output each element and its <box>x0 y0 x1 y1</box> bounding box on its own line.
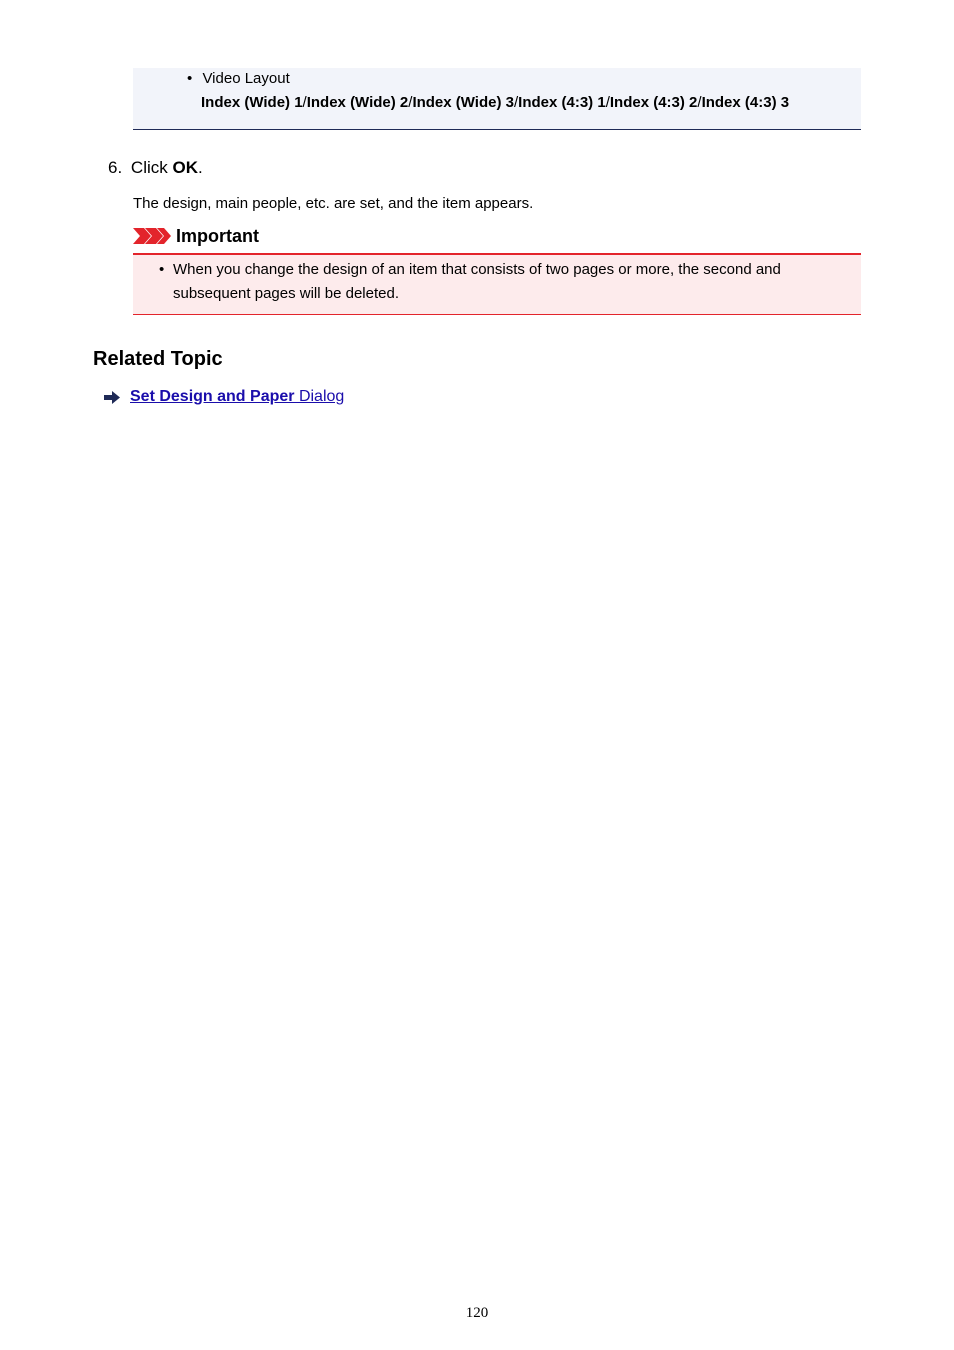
related-topic-title: Related Topic <box>93 348 223 370</box>
page-number: 120 <box>465 1305 489 1321</box>
step-number: 6. <box>108 158 123 177</box>
important-bullet: • <box>159 261 165 278</box>
separator: / <box>605 94 610 111</box>
option-3: Index (Wide) 3 <box>412 94 514 111</box>
option-6: Index (4:3) 3 <box>701 94 790 111</box>
link-rest-text: Dialog <box>294 388 345 405</box>
link-bold-text: Set Design and Paper <box>130 388 295 405</box>
option-1: Index (Wide) 1 <box>201 94 303 111</box>
arrow-right-icon <box>104 391 120 404</box>
option-4: Index (4:3) 1 <box>518 94 606 111</box>
video-layout-label: Video Layout <box>202 70 290 87</box>
video-layout-item <box>187 70 290 88</box>
set-design-paper-dialog-link[interactable] <box>130 388 344 406</box>
bullet: • <box>187 70 193 87</box>
step-prefix: Click <box>130 158 173 177</box>
step-suffix: . <box>197 158 203 177</box>
video-layout-options <box>201 94 789 112</box>
separator: / <box>408 94 413 111</box>
option-2: Index (Wide) 2 <box>306 94 409 111</box>
separator: / <box>513 94 519 111</box>
separator: / <box>697 94 702 111</box>
option-5: Index (4:3) 2 <box>609 94 698 111</box>
separator: / <box>302 94 307 111</box>
important-heading: Important <box>176 226 259 246</box>
ok-label: OK <box>172 158 198 177</box>
important-text-line2: subsequent pages will be deleted. <box>173 285 399 302</box>
step-description: The design, main people, etc. are set, and the item appears. <box>133 195 534 212</box>
step-6 <box>108 158 203 178</box>
important-chevrons-icon <box>133 228 173 244</box>
important-text-line1: When you change the design of an item that consists of two pages or more, the second and <box>173 261 781 278</box>
